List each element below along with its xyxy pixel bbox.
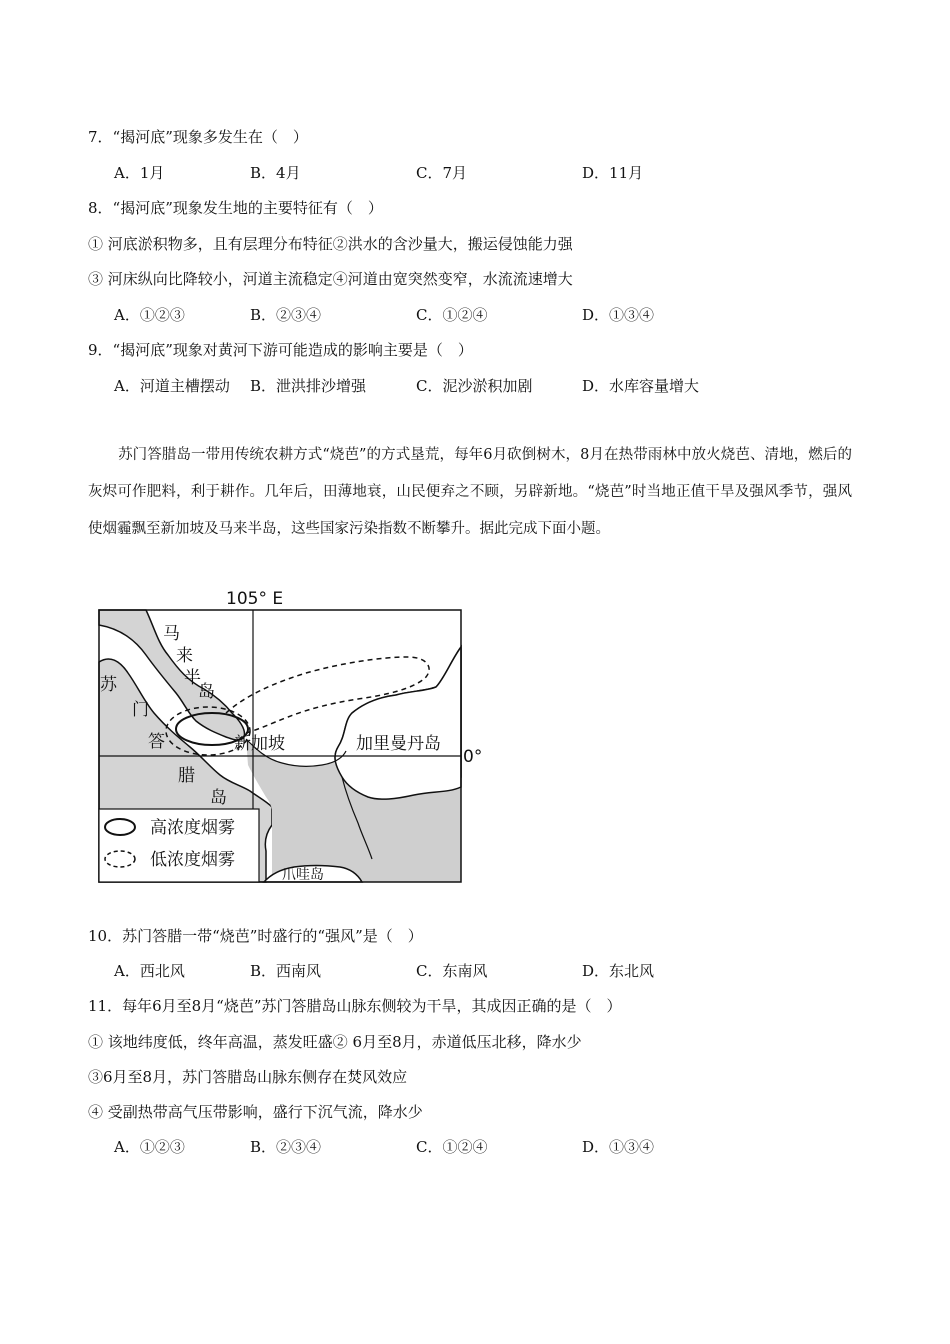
legend-high-label: 高浓度烟雾 xyxy=(150,818,235,838)
sumatra-label-5: 岛 xyxy=(210,788,227,808)
peninsula-label-1: 马 xyxy=(163,624,180,644)
question-11-statement-2: ③6月至8月，苏门答腊岛山脉东侧存在焚风效应 xyxy=(88,1068,408,1086)
sumatra-label-4: 腊 xyxy=(178,766,195,786)
latitude-label: 0° xyxy=(463,747,483,767)
option-b[interactable]: B．西南风 xyxy=(250,962,322,980)
question-8-options xyxy=(0,305,950,325)
option-a[interactable]: A．1月 xyxy=(114,164,165,182)
option-d[interactable]: D．东北风 xyxy=(582,962,655,980)
java-label: 爪哇岛 xyxy=(282,867,324,883)
option-b[interactable]: B．②③④ xyxy=(250,1138,322,1156)
sumatra-label-2: 门 xyxy=(132,700,149,720)
option-c[interactable]: C．7月 xyxy=(416,164,468,182)
question-9-stem: 9．“揭河底”现象对黄河下游可能造成的影响主要是（ ） xyxy=(88,341,473,359)
option-a[interactable]: A．河道主槽摆动 xyxy=(114,377,230,395)
question-11-options xyxy=(0,1137,950,1157)
option-c[interactable]: C．泥沙淤积加剧 xyxy=(416,377,533,395)
option-a[interactable]: A．①②③ xyxy=(114,306,185,324)
kalimantan-label: 加里曼丹岛 xyxy=(356,734,441,754)
legend-low-label: 低浓度烟雾 xyxy=(150,850,235,870)
peninsula-label-3: 半 xyxy=(184,668,201,688)
question-10-options xyxy=(0,961,950,981)
singapore-label: 新加坡 xyxy=(234,734,285,754)
option-b[interactable]: B．②③④ xyxy=(250,306,322,324)
question-7-options xyxy=(0,163,950,183)
question-8-stem: 8．“揭河底”现象发生地的主要特征有（ ） xyxy=(88,199,383,217)
peninsula-label-2: 来 xyxy=(176,646,193,666)
question-9-options xyxy=(0,376,950,396)
option-c[interactable]: C．①②④ xyxy=(416,306,488,324)
question-10-stem: 10．苏门答腊一带“烧芭”时盛行的“强风”是（ ） xyxy=(88,927,423,945)
reading-passage xyxy=(88,437,852,548)
question-11-statement-3: ④ 受副热带高气压带影响，盛行下沉气流，降水少 xyxy=(88,1103,423,1121)
question-7-stem: 7．“揭河底”现象多发生在（ ） xyxy=(88,128,308,146)
haze-map-figure xyxy=(96,587,483,887)
passage-text: 苏门答腊岛一带用传统农耕方式“烧芭”的方式垦荒，每年6月砍倒树木，8月在热带雨林中放火烧芭、清地，燃后的灰烬可作肥料，利于耕作。几年后，田薄地衰，山民便弃之不顾，另辟新地。“烧芭”时当地正值干旱及强风季节，强风使烟霾飘至新加坡及马来半岛，这些国家污染指数不断攀升。据此完成下面小题。 xyxy=(88,447,852,537)
option-d[interactable]: D．①③④ xyxy=(582,1138,655,1156)
sumatra-label-1: 苏 xyxy=(100,675,117,695)
option-a[interactable]: A．西北风 xyxy=(114,962,185,980)
question-11-statement-1: ① 该地纬度低，终年高温，蒸发旺盛② 6月至8月，赤道低压北移，降水少 xyxy=(88,1033,582,1051)
option-d[interactable]: D．水库容量增大 xyxy=(582,377,700,395)
option-c[interactable]: C．东南风 xyxy=(416,962,488,980)
peninsula-label-4: 岛 xyxy=(198,682,215,702)
question-8-statement-2: ③ 河床纵向比降较小，河道主流稳定④河道由宽突然变窄，水流流速增大 xyxy=(88,270,573,288)
option-c[interactable]: C．①②④ xyxy=(416,1138,488,1156)
question-11-stem: 11．每年6月至8月“烧芭”苏门答腊岛山脉东侧较为干旱，其成因正确的是（ ） xyxy=(88,997,622,1015)
option-a[interactable]: A．①②③ xyxy=(114,1138,185,1156)
question-8-statement-1: ① 河底淤积物多，且有层理分布特征②洪水的含沙量大，搬运侵蚀能力强 xyxy=(88,235,573,253)
option-b[interactable]: B．4月 xyxy=(250,164,301,182)
sumatra-label-3: 答 xyxy=(148,732,165,752)
option-d[interactable]: D．11月 xyxy=(582,164,644,182)
longitude-label: 105° E xyxy=(226,589,284,609)
option-d[interactable]: D．①③④ xyxy=(582,306,655,324)
option-b[interactable]: B．泄洪排沙增强 xyxy=(250,377,367,395)
